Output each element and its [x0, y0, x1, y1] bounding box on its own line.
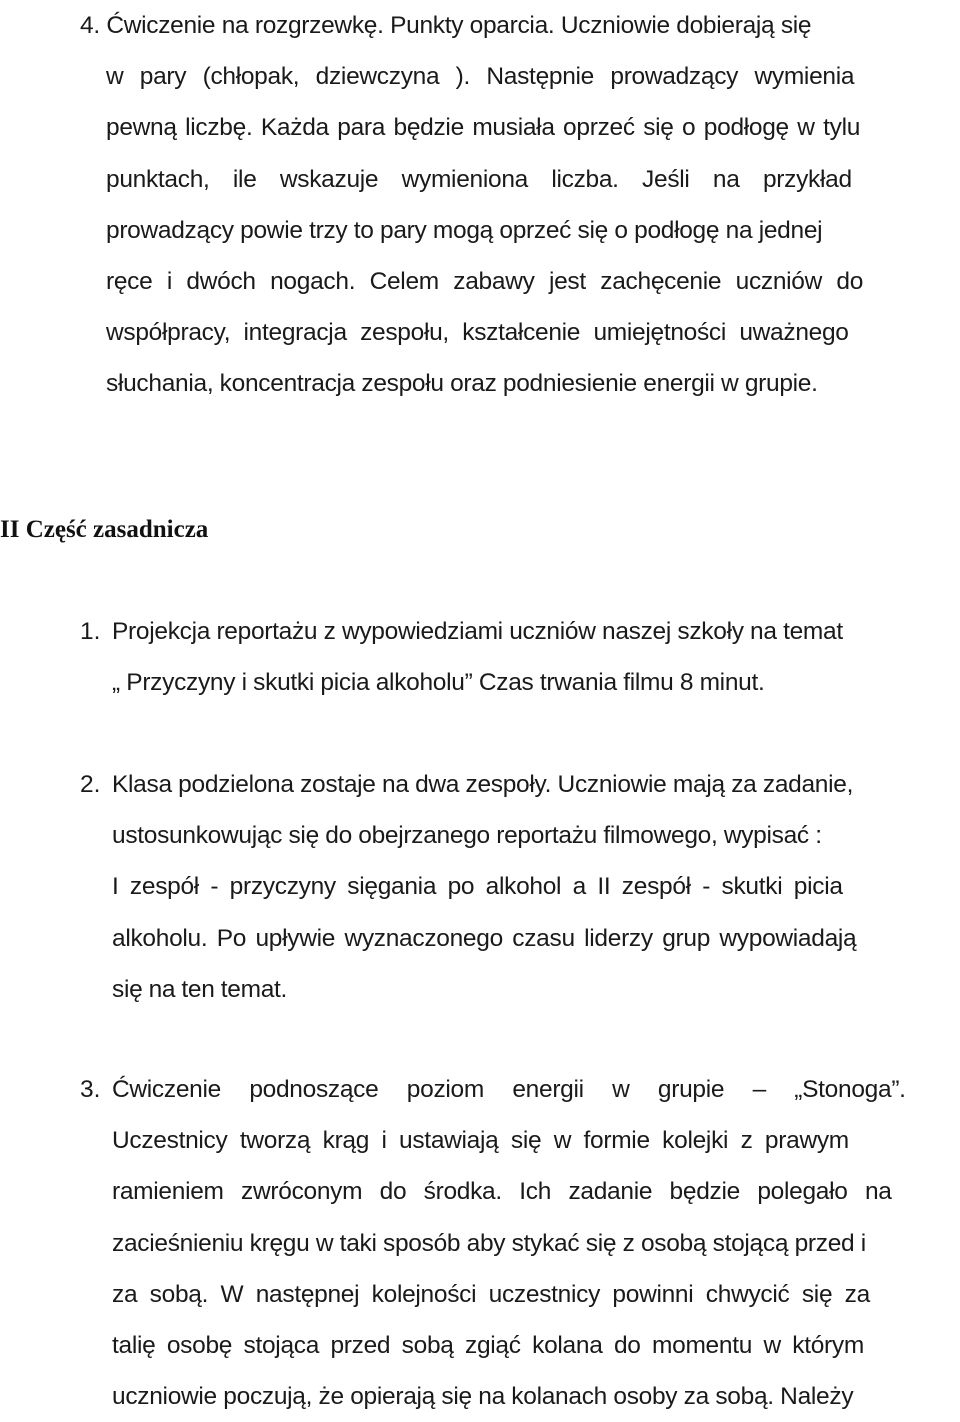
list-item-3-text-line-1: Ćwiczenie podnoszące poziom energii w grupie – „Stonoga”.: [112, 1076, 906, 1103]
list-item-2-text-line-2: ustosunkowując się do obejrzanego reportażu filmowego, wypisać :: [112, 822, 822, 850]
list-item-2: [80, 759, 956, 1015]
list-item-2-text-line-1: Klasa podzielona zostaje na dwa zespoły. Uczniowie mają za zadanie,: [112, 771, 854, 798]
list-item-4-text-line-7: współpracy, integracja zespołu, kształcenie umiejętności uważnego: [106, 319, 849, 347]
list-item-4-text-line-8: słuchania, koncentracja zespołu oraz podniesienie energii w grupie.: [106, 370, 818, 398]
list-item-4-continuation: [80, 51, 956, 409]
list-item-4-text-line-4: punktach, ile wskazuje wymieniona liczba. Jeśli na przykład: [106, 165, 852, 193]
list-item-4: [80, 0, 956, 410]
list-item-2-text-line-4: alkoholu. Po upływie wyznaczonego czasu liderzy grup wypowiadają: [112, 924, 857, 952]
list-item-2-number: 2.: [80, 771, 101, 798]
list-item-4-number: 4.: [80, 12, 100, 39]
list-item-1: [80, 606, 956, 708]
list-item-4-text-line-2: w pary (chłopak, dziewczyna ). Następnie prowadzący wymienia: [106, 63, 855, 91]
list-item-3-text-line-2: Uczestnicy tworzą krąg i ustawiają się w formie kolejki z prawym: [112, 1127, 849, 1155]
list-item-3: [80, 1064, 956, 1422]
list-item-1-text-line-2: „ Przyczyny i skutki picia alkoholu” Czas trwania filmu 8 minut.: [112, 669, 765, 697]
list-item-3-text-line-4: zacieśnieniu kręgu w taki sposób aby stykać się z osobą stojącą przed i: [112, 1229, 866, 1257]
list-item-4-text-line-3: pewną liczbę. Każda para będzie musiała oprzeć się o podłogę w tylu: [106, 114, 861, 142]
list-item-3-text-line-7: uczniowie poczują, że opierają się na kolanach osoby za sobą. Należy: [112, 1383, 854, 1411]
list-item-2-text-line-5: się na ten temat.: [112, 975, 288, 1003]
list-item-3-number: 3.: [80, 1076, 101, 1103]
list-item-4-text-line-6: ręce i dwóch nogach. Celem zabawy jest zachęcenie uczniów do: [106, 268, 864, 296]
list-item-1-body: [112, 606, 956, 708]
list-item-4-text-line-5: prowadzący powie trzy to pary mogą oprzeć się o podłogę na jednej: [106, 216, 823, 244]
list-item-3-text-line-3: ramieniem zwróconym do środka. Ich zadanie będzie polegało na: [112, 1178, 892, 1206]
list-item-1-text-line-1: Projekcja reportażu z wypowiedziami uczniów naszej szkoły na temat: [112, 618, 843, 645]
section-heading: II Część zasadnicza: [0, 516, 209, 543]
list-item-4-line-1: [80, 0, 956, 51]
list-item-2-text-line-3: I zespół - przyczyny sięgania po alkohol a II zespół - skutki picia: [112, 873, 843, 901]
list-item-4-text-line-1: Ćwiczenie na rozgrzewkę. Punkty oparcia. Uczniowie dobierają się: [106, 12, 812, 39]
list-item-1-number: 1.: [80, 618, 101, 645]
list-item-3-body: [112, 1064, 956, 1422]
list-item-3-text-line-5: za sobą. W następnej kolejności uczestnicy powinni chwycić się za: [112, 1280, 870, 1308]
list-item-2-body: [112, 759, 956, 1015]
list-item-3-text-line-6: talię osobę stojąca przed sobą zgiąć kolana do momentu w którym: [112, 1332, 864, 1360]
